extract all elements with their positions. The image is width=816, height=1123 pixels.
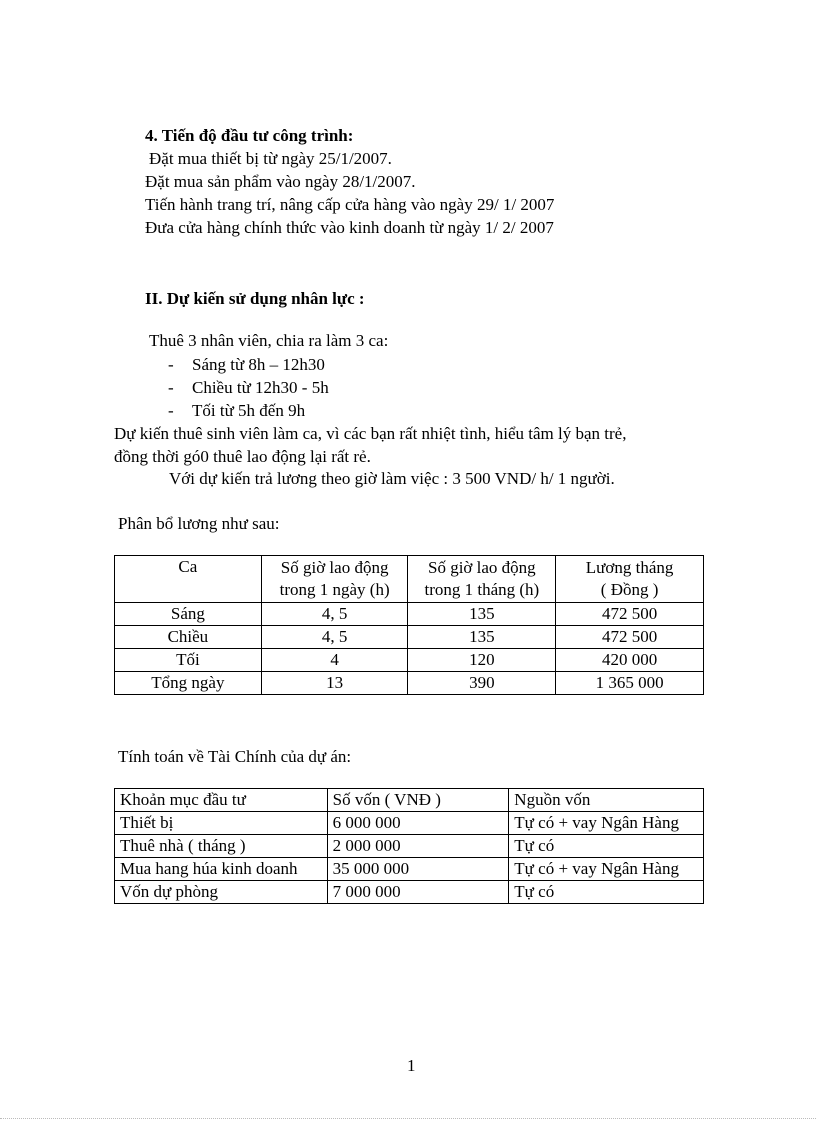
header-cell: Số giờ lao động trong 1 tháng (h): [408, 556, 556, 603]
table-cell: 13: [261, 672, 408, 695]
table-cell: 420 000: [556, 649, 704, 672]
shift-item: Tối từ 5h đến 9h: [192, 401, 306, 420]
table-header-row: [115, 556, 704, 603]
table-cell: Tối: [115, 649, 262, 672]
header-cell: Số vốn ( VNĐ ): [327, 789, 509, 812]
header-cell: Ca: [115, 556, 262, 603]
table-row: [115, 649, 704, 672]
table-cell: Sáng: [115, 603, 262, 626]
table-cell: Tự có + vay Ngân Hàng: [509, 858, 704, 881]
table-cell: 1 365 000: [556, 672, 704, 695]
table-cell: 472 500: [556, 603, 704, 626]
hiring-paragraph: Dự kiến thuê sinh viên làm ca, vì các bạn rất nhiệt tình, hiểu tâm lý bạn trẻ,: [114, 424, 627, 443]
page-number: 1: [407, 1056, 416, 1075]
table-cell: Tự có + vay Ngân Hàng: [509, 812, 704, 835]
shift-bullet: -: [168, 378, 174, 397]
shift-bullet: -: [168, 355, 174, 374]
shift-item: Chiều từ 12h30 - 5h: [192, 378, 329, 397]
salary-table: [114, 555, 704, 695]
table-cell: Mua hang húa kinh doanh: [115, 858, 328, 881]
finance-intro: Tính toán về Tài Chính của dự án:: [118, 747, 352, 766]
table-cell: Thuê nhà ( tháng ): [115, 835, 328, 858]
header-cell: Khoản mục đầu tư: [115, 789, 328, 812]
finance-table: [114, 788, 704, 904]
header-cell: Nguồn vốn: [509, 789, 704, 812]
page-bottom-divider: [0, 1118, 816, 1119]
schedule-line: Tiến hành trang trí, nâng cấp cửa hàng vào ngày 29/ 1/ 2007: [145, 195, 555, 214]
table-cell: 135: [408, 603, 556, 626]
table-cell: 2 000 000: [327, 835, 509, 858]
schedule-line: Đặt mua sản phẩm vào ngày 28/1/2007.: [145, 172, 416, 191]
table-cell: 4, 5: [261, 603, 408, 626]
section2-heading: II. Dự kiến sử dụng nhân lực :: [145, 289, 365, 308]
table-cell: 6 000 000: [327, 812, 509, 835]
table-cell: 120: [408, 649, 556, 672]
shift-item: Sáng từ 8h – 12h30: [192, 355, 325, 374]
staff-intro: Thuê 3 nhân viên, chia ra làm 3 ca:: [149, 331, 389, 350]
table-cell: Vốn dự phòng: [115, 881, 328, 904]
table-cell: Tự có: [509, 835, 704, 858]
section4-heading: 4. Tiến độ đầu tư công trình:: [145, 126, 354, 145]
table-row: [115, 858, 704, 881]
table-cell: 4, 5: [261, 626, 408, 649]
table-cell: 4: [261, 649, 408, 672]
table-cell: Chiều: [115, 626, 262, 649]
table-row: [115, 812, 704, 835]
header-cell: Lương tháng ( Đồng ): [556, 556, 704, 603]
table-cell: 35 000 000: [327, 858, 509, 881]
wage-paragraph: Với dự kiến trả lương theo giờ làm việc : 3 500 VND/ h/ 1 người.: [169, 469, 615, 488]
table-header-row: [115, 789, 704, 812]
table-row: [115, 603, 704, 626]
table-cell: 135: [408, 626, 556, 649]
table-cell: Tự có: [509, 881, 704, 904]
table-row: [115, 626, 704, 649]
schedule-line: Đặt mua thiết bị từ ngày 25/1/2007.: [149, 149, 392, 168]
shift-bullet: -: [168, 401, 174, 420]
schedule-line: Đưa cửa hàng chính thức vào kinh doanh từ ngày 1/ 2/ 2007: [145, 218, 554, 237]
table-cell: Thiết bị: [115, 812, 328, 835]
table-cell: Tổng ngày: [115, 672, 262, 695]
table-row: [115, 835, 704, 858]
table-cell: 390: [408, 672, 556, 695]
table-cell: 7 000 000: [327, 881, 509, 904]
table-row: [115, 881, 704, 904]
header-cell: Số giờ lao động trong 1 ngày (h): [261, 556, 408, 603]
hiring-paragraph-cont: đồng thời gó0 thuê lao động lại rất rẻ.: [114, 447, 371, 466]
salary-intro: Phân bổ lương như sau:: [118, 514, 280, 533]
table-cell: 472 500: [556, 626, 704, 649]
table-row-total: [115, 672, 704, 695]
